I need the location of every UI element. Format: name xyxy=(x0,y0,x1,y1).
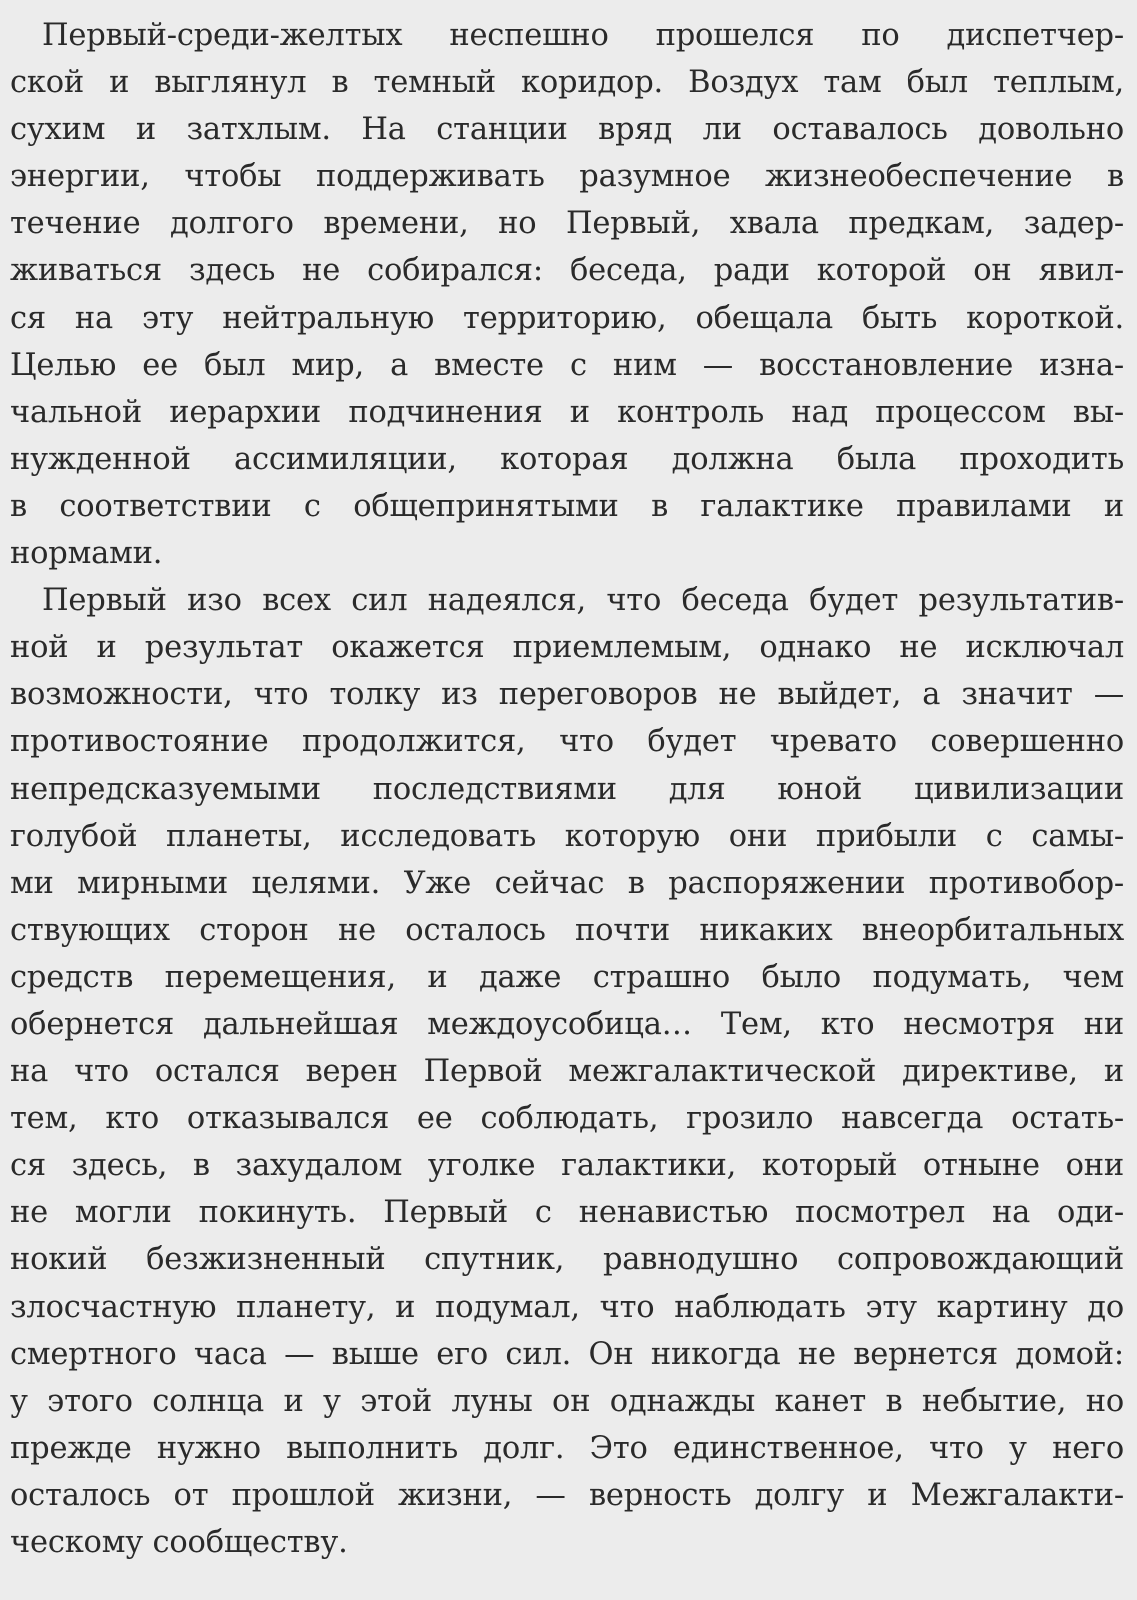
text-line: смертного часа — выше его сил. Он никогда не вернется домой: xyxy=(10,1336,1124,1372)
book-page xyxy=(10,0,1124,1600)
text-line: ся здесь, в захудалом уголке галактики, который отныне они xyxy=(10,1148,1124,1184)
text-line: ческому сообществу. xyxy=(10,1525,348,1560)
paragraph-2 xyxy=(10,577,1124,1566)
text-line: Целью ее был мир, а вместе с ним — восстановление изна- xyxy=(10,347,1124,383)
text-line: течение долгого времени, но Первый, хвала предкам, задер- xyxy=(10,206,1124,242)
text-line: прежде нужно выполнить долг. Это единственное, что у него xyxy=(10,1430,1124,1466)
text-line: возможности, что толку из переговоров не выйдет, а значит — xyxy=(10,677,1124,713)
text-line: ствующих сторон не осталось почти никаких внеорбитальных xyxy=(10,912,1124,948)
text-line: энергии, чтобы поддерживать разумное жизнеобеспечение в xyxy=(10,159,1124,195)
text-line: нормами. xyxy=(10,536,163,572)
text-line: ной и результат окажется приемлемым, однако не исключал xyxy=(10,630,1124,666)
paragraph-1 xyxy=(10,12,1124,577)
text-line: ской и выглянул в темный коридор. Воздух там был теплым, xyxy=(10,65,1124,101)
text-line: у этого солнца и у этой луны он однажды канет в небытие, но xyxy=(10,1383,1124,1419)
text-line: злосчастную планету, и подумал, что наблюдать эту картину до xyxy=(10,1289,1124,1325)
text-line: живаться здесь не собирался: беседа, ради которой он явил- xyxy=(10,253,1124,289)
text-line: средств перемещения, и даже страшно было подумать, чем xyxy=(10,959,1124,995)
text-line: ми мирными целями. Уже сейчас в распоряжении противобор- xyxy=(10,865,1124,901)
text-line: тем, кто отказывался ее соблюдать, грозило навсегда остать- xyxy=(10,1101,1124,1137)
text-line: на что остался верен Первой межгалактической директиве, и xyxy=(10,1054,1124,1090)
text-line: ся на эту нейтральную территорию, обещала быть короткой. xyxy=(10,300,1124,336)
text-line: противостояние продолжится, что будет чревато совершенно xyxy=(10,724,1124,760)
text-line: не могли покинуть. Первый с ненавистью посмотрел на оди- xyxy=(10,1195,1124,1231)
text-line: Первый изо всех сил надеялся, что беседа будет результатив- xyxy=(42,583,1124,619)
text-line: в соответствии с общепринятыми в галактике правилами и xyxy=(10,488,1124,524)
text-line: сухим и затхлым. На станции вряд ли оставалось довольно xyxy=(10,112,1124,148)
text-line: Первый-среди-желтых неспешно прошелся по диспетчер- xyxy=(42,18,1124,53)
text-line: обернется дальнейшая междоусобица… Тем, кто несмотря ни xyxy=(10,1006,1124,1042)
text-line: чальной иерархии подчинения и контроль над процессом вы- xyxy=(10,394,1124,430)
text-line: нужденной ассимиляции, которая должна была проходить xyxy=(10,441,1124,477)
text-line: голубой планеты, исследовать которую они прибыли с самы- xyxy=(10,818,1124,854)
text-line: осталось от прошлой жизни, — верность долгу и Межгалакти- xyxy=(10,1477,1124,1513)
text-line: непредсказуемыми последствиями для юной цивилизации xyxy=(10,771,1124,807)
text-line: нокий безжизненный спутник, равнодушно сопровождающий xyxy=(10,1242,1124,1278)
